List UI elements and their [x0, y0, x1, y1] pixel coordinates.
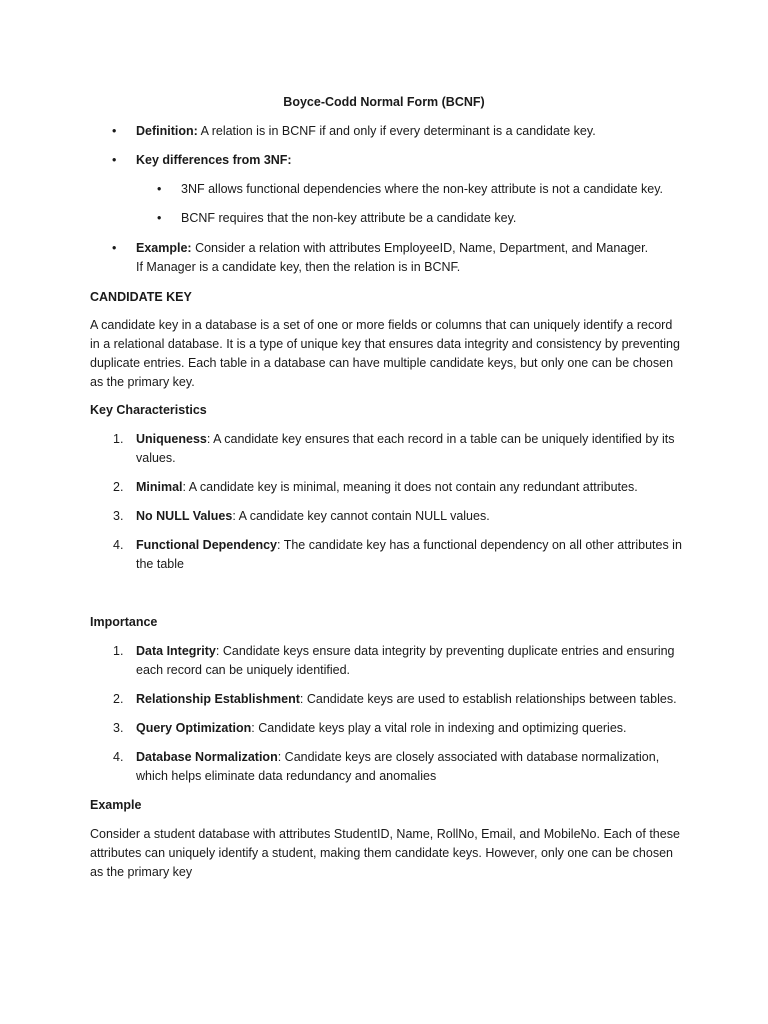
item-text: : The candidate key has a functional dependency on all other attributes in the table: [136, 538, 682, 571]
section-heading-key-characteristics: Key Characteristics: [90, 403, 207, 417]
item-text: : A candidate key ensures that each record in a table can be uniquely identified by its values.: [136, 432, 675, 465]
bullet-icon: •: [112, 153, 117, 167]
item-label: Uniqueness: [136, 432, 207, 446]
page-title: Boyce-Codd Normal Form (BCNF): [283, 95, 485, 109]
sub-item-text: 3NF allows functional dependencies where the non-key attribute is not a candidate key.: [181, 182, 664, 196]
bullet-icon: •: [157, 182, 162, 196]
key-differences-label: Key differences from 3NF:: [136, 153, 292, 167]
bullet-icon: •: [112, 241, 117, 255]
section-heading-importance: Importance: [90, 615, 158, 629]
definition-text: A relation is in BCNF if and only if every determinant is a candidate key.: [197, 124, 596, 138]
candidate-key-paragraph: A candidate key in a database is a set of one or more fields or columns that can uniquely identify a record in a relational database. It is a type of unique key that ensures data integrity and consistency by preventing duplicate entries. Each table in a database can have multiple candidate keys, but only one can be chosen as the primary key.: [90, 318, 680, 389]
sub-item-text: BCNF requires that the non-key attribute be a candidate key.: [181, 211, 517, 225]
definition-label: Definition:: [136, 124, 198, 138]
example-text-line2: If Manager is a candidate key, then the relation is in BCNF.: [136, 260, 461, 274]
list-number: 4.: [113, 538, 124, 552]
item-label: Functional Dependency: [136, 538, 277, 552]
item-label: Query Optimization: [136, 721, 252, 735]
list-number: 3.: [113, 509, 124, 523]
item-text: : Candidate keys are used to establish relationships between tables.: [299, 692, 677, 706]
item-label: Database Normalization: [136, 750, 278, 764]
example-text: Consider a relation with attributes EmployeeID, Name, Department, and Manager.: [191, 241, 649, 255]
item-text: : A candidate key is minimal, meaning it does not contain any redundant attributes.: [182, 480, 638, 494]
item-label: Data Integrity: [136, 644, 216, 658]
bullet-icon: •: [157, 211, 162, 225]
section-heading-example: Example: [90, 798, 142, 812]
example-label: Example:: [136, 241, 192, 255]
list-number: 2.: [113, 692, 124, 706]
bullet-icon: •: [112, 124, 117, 138]
list-number: 3.: [113, 721, 124, 735]
list-number: 4.: [113, 750, 124, 764]
list-number: 1.: [113, 644, 124, 658]
list-number: 2.: [113, 480, 124, 494]
item-label: No NULL Values: [136, 509, 233, 523]
item-label: Relationship Establishment: [136, 692, 300, 706]
example-paragraph: Consider a student database with attributes StudentID, Name, RollNo, Email, and MobileNo. Each of these attributes can uniquely identify a student, making them candidate keys. However, only one can be chosen as the primary key: [90, 827, 680, 879]
item-label: Minimal: [136, 480, 183, 494]
section-heading-candidate-key: CANDIDATE KEY: [90, 290, 192, 304]
item-text: : Candidate keys ensure data integrity by preventing duplicate entries and ensuring each record can be uniquely identified.: [136, 644, 675, 677]
item-text: : Candidate keys play a vital role in indexing and optimizing queries.: [251, 721, 627, 735]
list-number: 1.: [113, 432, 124, 446]
item-text: : A candidate key cannot contain NULL values.: [232, 509, 490, 523]
item-text: : Candidate keys are closely associated with database normalization, which helps eliminate data redundancy and anomalies: [136, 750, 660, 783]
